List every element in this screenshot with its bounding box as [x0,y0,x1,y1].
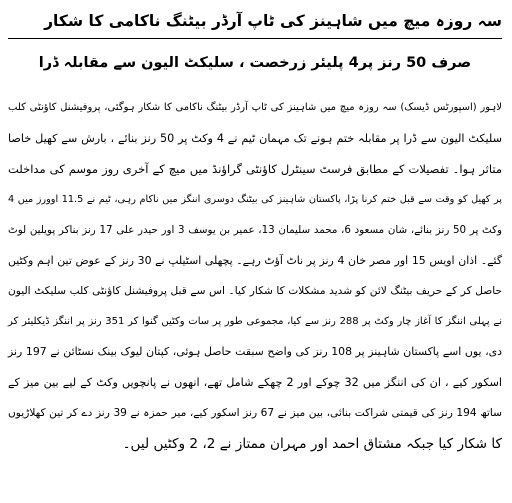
article-body [8,93,502,459]
body-line: ساتھ 194 رنز کی قیمتی شراکت بنائی، بین میز نے 67 رنز اسکور کیے، میر حمزہ نے 39 رنز دے کر تین کھلاڑیوں [8,407,502,419]
body-line: اسکور کیے ، ان کی اننگز میں 32 چوکے اور 2 چھکے شامل تھے، انھوں نے پانچویں وکٹ کے لیے بین میز کے [8,375,502,389]
body-line: لاہور (اسپورٹس ڈیسک) سہ روزہ میچ میں شاہینز کی ٹاپ آرڈر بیٹنگ ناکامی کا شکار ہوگئی، پروفیشنل کاؤنٹی کلب [8,102,502,113]
body-line: دی، یوں اسے پاکستان شاہینز پر 108 رنز کی واضح سبقت حاصل ہوئی، کپتان لیوک بینک نسٹائن نے 197 رنز [8,345,502,358]
divider [8,38,502,39]
body-line: وکٹ پر 50 رنز بنائے، شان مسعود 6، محمد سلیمان 13، عمیر بن یوسف 3 اور حیدر علی 17 رنز بناکر پویلین لوٹ [8,224,502,236]
subheadline: صرف 50 رنز پر4 پلیئر زرخصت ، سلیکٹ الیون سے مقابلہ ڈرا [38,55,472,71]
body-line: سلیکٹ الیون سے ڈرا پر مقابلہ ختم ہونے تک مہمان ٹیم نے 4 وکٹ پر 50 رنز بنائے ، بارش سے کھیل خاصا [8,131,503,145]
body-line: نے پہلی اننگز کا آغاز چار وکٹ پر 288 رنز سے کیا، مجموعی طور پر سات وکٹیں گنوا کر 351 رنز پر اننگز ڈیکلیئر کر [8,315,503,327]
body-line: حاصل کر کے حریف بیٹنگ لائن کو شدید مشکلات کا شکار کیا۔ اس سے قبل پروفیشنل کاؤنٹی کلب سلیکٹ الیون [8,285,502,297]
body-line: متاثر ہوا۔ تفصیلات کے مطابق فرسٹ سینٹرل کاؤنٹی گراؤنڈ میں میچ کے آخری روز موسم کی مداخلت [8,162,502,176]
headline: سہ روزہ میچ میں شاہینز کی ٹاپ آرڈر بیٹنگ ناکامی کا شکار [44,12,502,30]
body-line: گئے۔ اذان اویس 15 اور مصر خان 4 رنز پر ناٹ آؤٹ رہے۔ پچھلی اسٹیلپ نے 30 رنز کے عوض تین اہم وکٹیں [8,253,503,267]
body-line: پر کھیل کو وقت سے قبل ختم کرنا پڑا، پاکستان شاہینز کی بیٹنگ دوسری اننگز میں ناکام رہی، ٹیم نے 11.5 اوورز میں 4 [8,193,502,205]
body-line: کا شکار کیا جبکہ مشتاق احمد اور مہران ممتاز نے 2، 2 وکٹیں لیں۔ [122,435,502,452]
